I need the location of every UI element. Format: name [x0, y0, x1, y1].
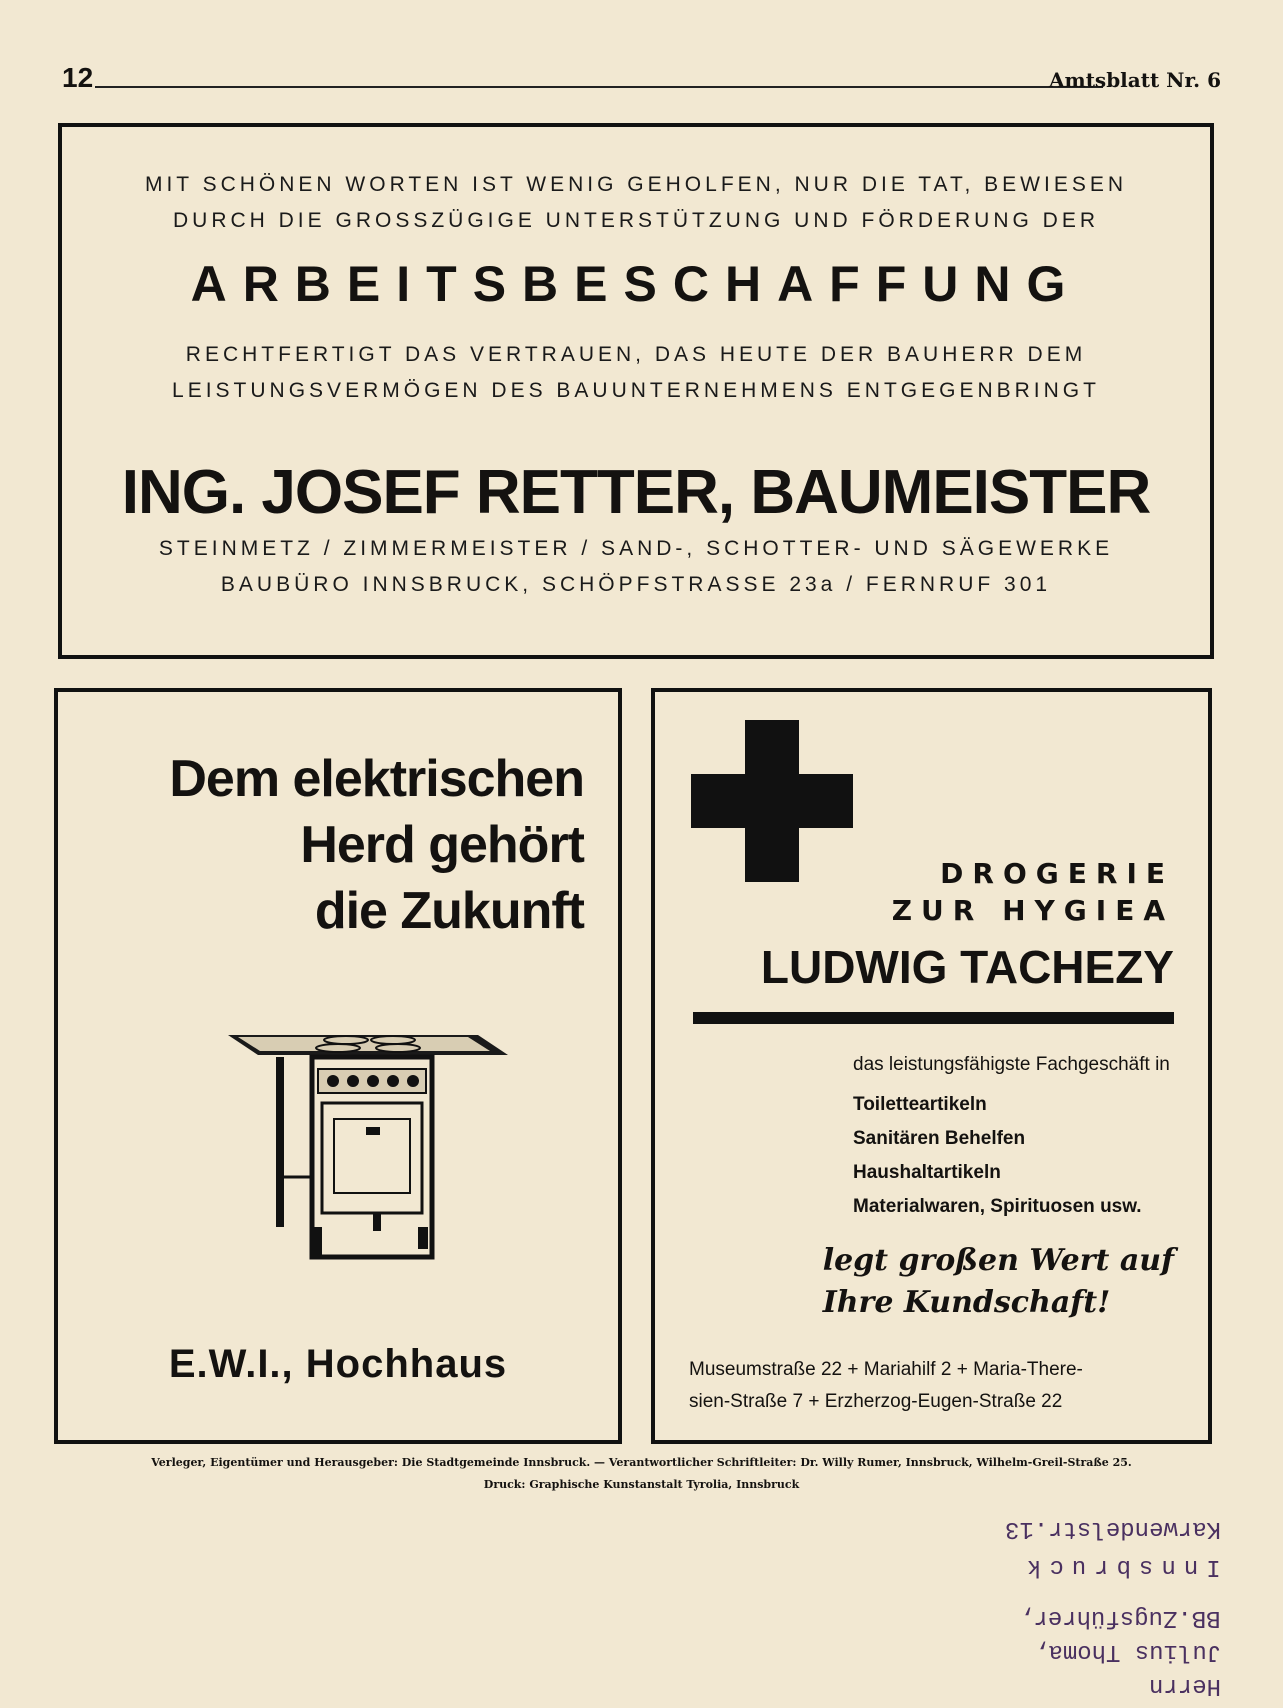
address-line: BAUBÜRO INNSBRUCK, SCHÖPFSTRASSE 23a / FERNRUF 301	[220, 573, 1052, 596]
electric-stove-illustration	[228, 1027, 513, 1267]
ewi-footer: E.W.I., Hochhaus	[168, 1342, 508, 1386]
slogan-line-3: die Zukunft	[314, 882, 584, 940]
list-item: Haushaltartikeln	[853, 1162, 1001, 1183]
firm-name: ING. JOSEF RETTER, BAUMEISTER	[121, 458, 1151, 527]
header-rule	[95, 86, 1103, 88]
list-item: Toiletteartikeln	[853, 1094, 987, 1115]
intro-line-1: MIT SCHÖNEN WORTEN IST WENIG GEHOLFEN, NUR DIE TAT, BEWIESEN	[144, 173, 1128, 196]
shop-name-line-1: DROGERIE	[940, 857, 1174, 890]
slogan	[169, 746, 584, 944]
slogan-line-2: Herd gehört	[300, 816, 584, 874]
shop-addresses	[689, 1354, 1174, 1418]
intro-line-2: DURCH DIE GROSSZÜGIGE UNTERSTÜTZUNG UND FÖRDERUNG DER	[172, 209, 1099, 232]
owner-name: LUDWIG TACHEZY	[760, 941, 1174, 993]
address-line-1: Museumstraße 22 + Mariahilf 2 + Maria-There-	[689, 1359, 1083, 1380]
tagline-line-2: Ihre Kundschaft!	[822, 1285, 1111, 1320]
ad-drogerie	[651, 688, 1212, 1444]
ad-retter	[58, 123, 1214, 659]
list-item: Materialwaren, Spirituosen usw.	[853, 1196, 1142, 1217]
stamp-line-1: Karwendelstr.13	[1004, 1515, 1221, 1542]
stamp-line-5: Herrn	[1148, 1672, 1221, 1699]
stamp-line-3: BB.Zugsführer,	[1019, 1604, 1221, 1631]
mid-line-1: RECHTFERTIGT DAS VERTRAUEN, DAS HEUTE DER BAUHERR DEM	[185, 343, 1087, 366]
headline: ARBEITSBESCHAFFUNG	[190, 256, 1082, 312]
description: das leistungsfähigste Fachgeschäft in	[853, 1054, 1170, 1075]
journal-title: Amtsblatt Nr. 6	[1049, 68, 1221, 92]
divider-bar	[693, 1012, 1174, 1024]
list-item: Sanitären Behelfen	[853, 1128, 1026, 1149]
cross-icon	[691, 720, 853, 882]
trades-line: STEINMETZ / ZIMMERMEISTER / SAND-, SCHOTTER- UND SÄGEWERKE	[158, 537, 1114, 560]
tagline	[823, 1240, 1174, 1324]
stamp-line-4: Julius Thoma,	[1033, 1638, 1221, 1665]
mid-line-2: LEISTUNGSVERMÖGEN DES BAUUNTERNEHMENS ENTGEGENBRINGT	[172, 379, 1100, 402]
slogan-line-1: Dem elektrischen	[169, 750, 584, 808]
page-number: 12	[62, 62, 94, 93]
address-line-2: sien-Straße 7 + Erzherzog-Eugen-Straße 22	[689, 1391, 1063, 1412]
imprint-line-2: Druck: Graphische Kunstanstalt Tyrolia, Innsbruck	[483, 1478, 800, 1491]
imprint-line-1: Verleger, Eigentümer und Herausgeber: Die Stadtgemeinde Innsbruck. — Verantwortlicher Schriftleiter: Dr. Willy Rumer, Innsbruck, Wilhelm-Greil-Straße 25.	[151, 1456, 1132, 1469]
product-list	[853, 1088, 1142, 1224]
shop-name-line-2: ZUR HYGIEA	[891, 894, 1174, 927]
tagline-line-1: legt großen Wert auf	[822, 1243, 1174, 1278]
stamp-line-2: Innsbruck	[1019, 1553, 1221, 1580]
ad-ewi	[54, 688, 622, 1444]
